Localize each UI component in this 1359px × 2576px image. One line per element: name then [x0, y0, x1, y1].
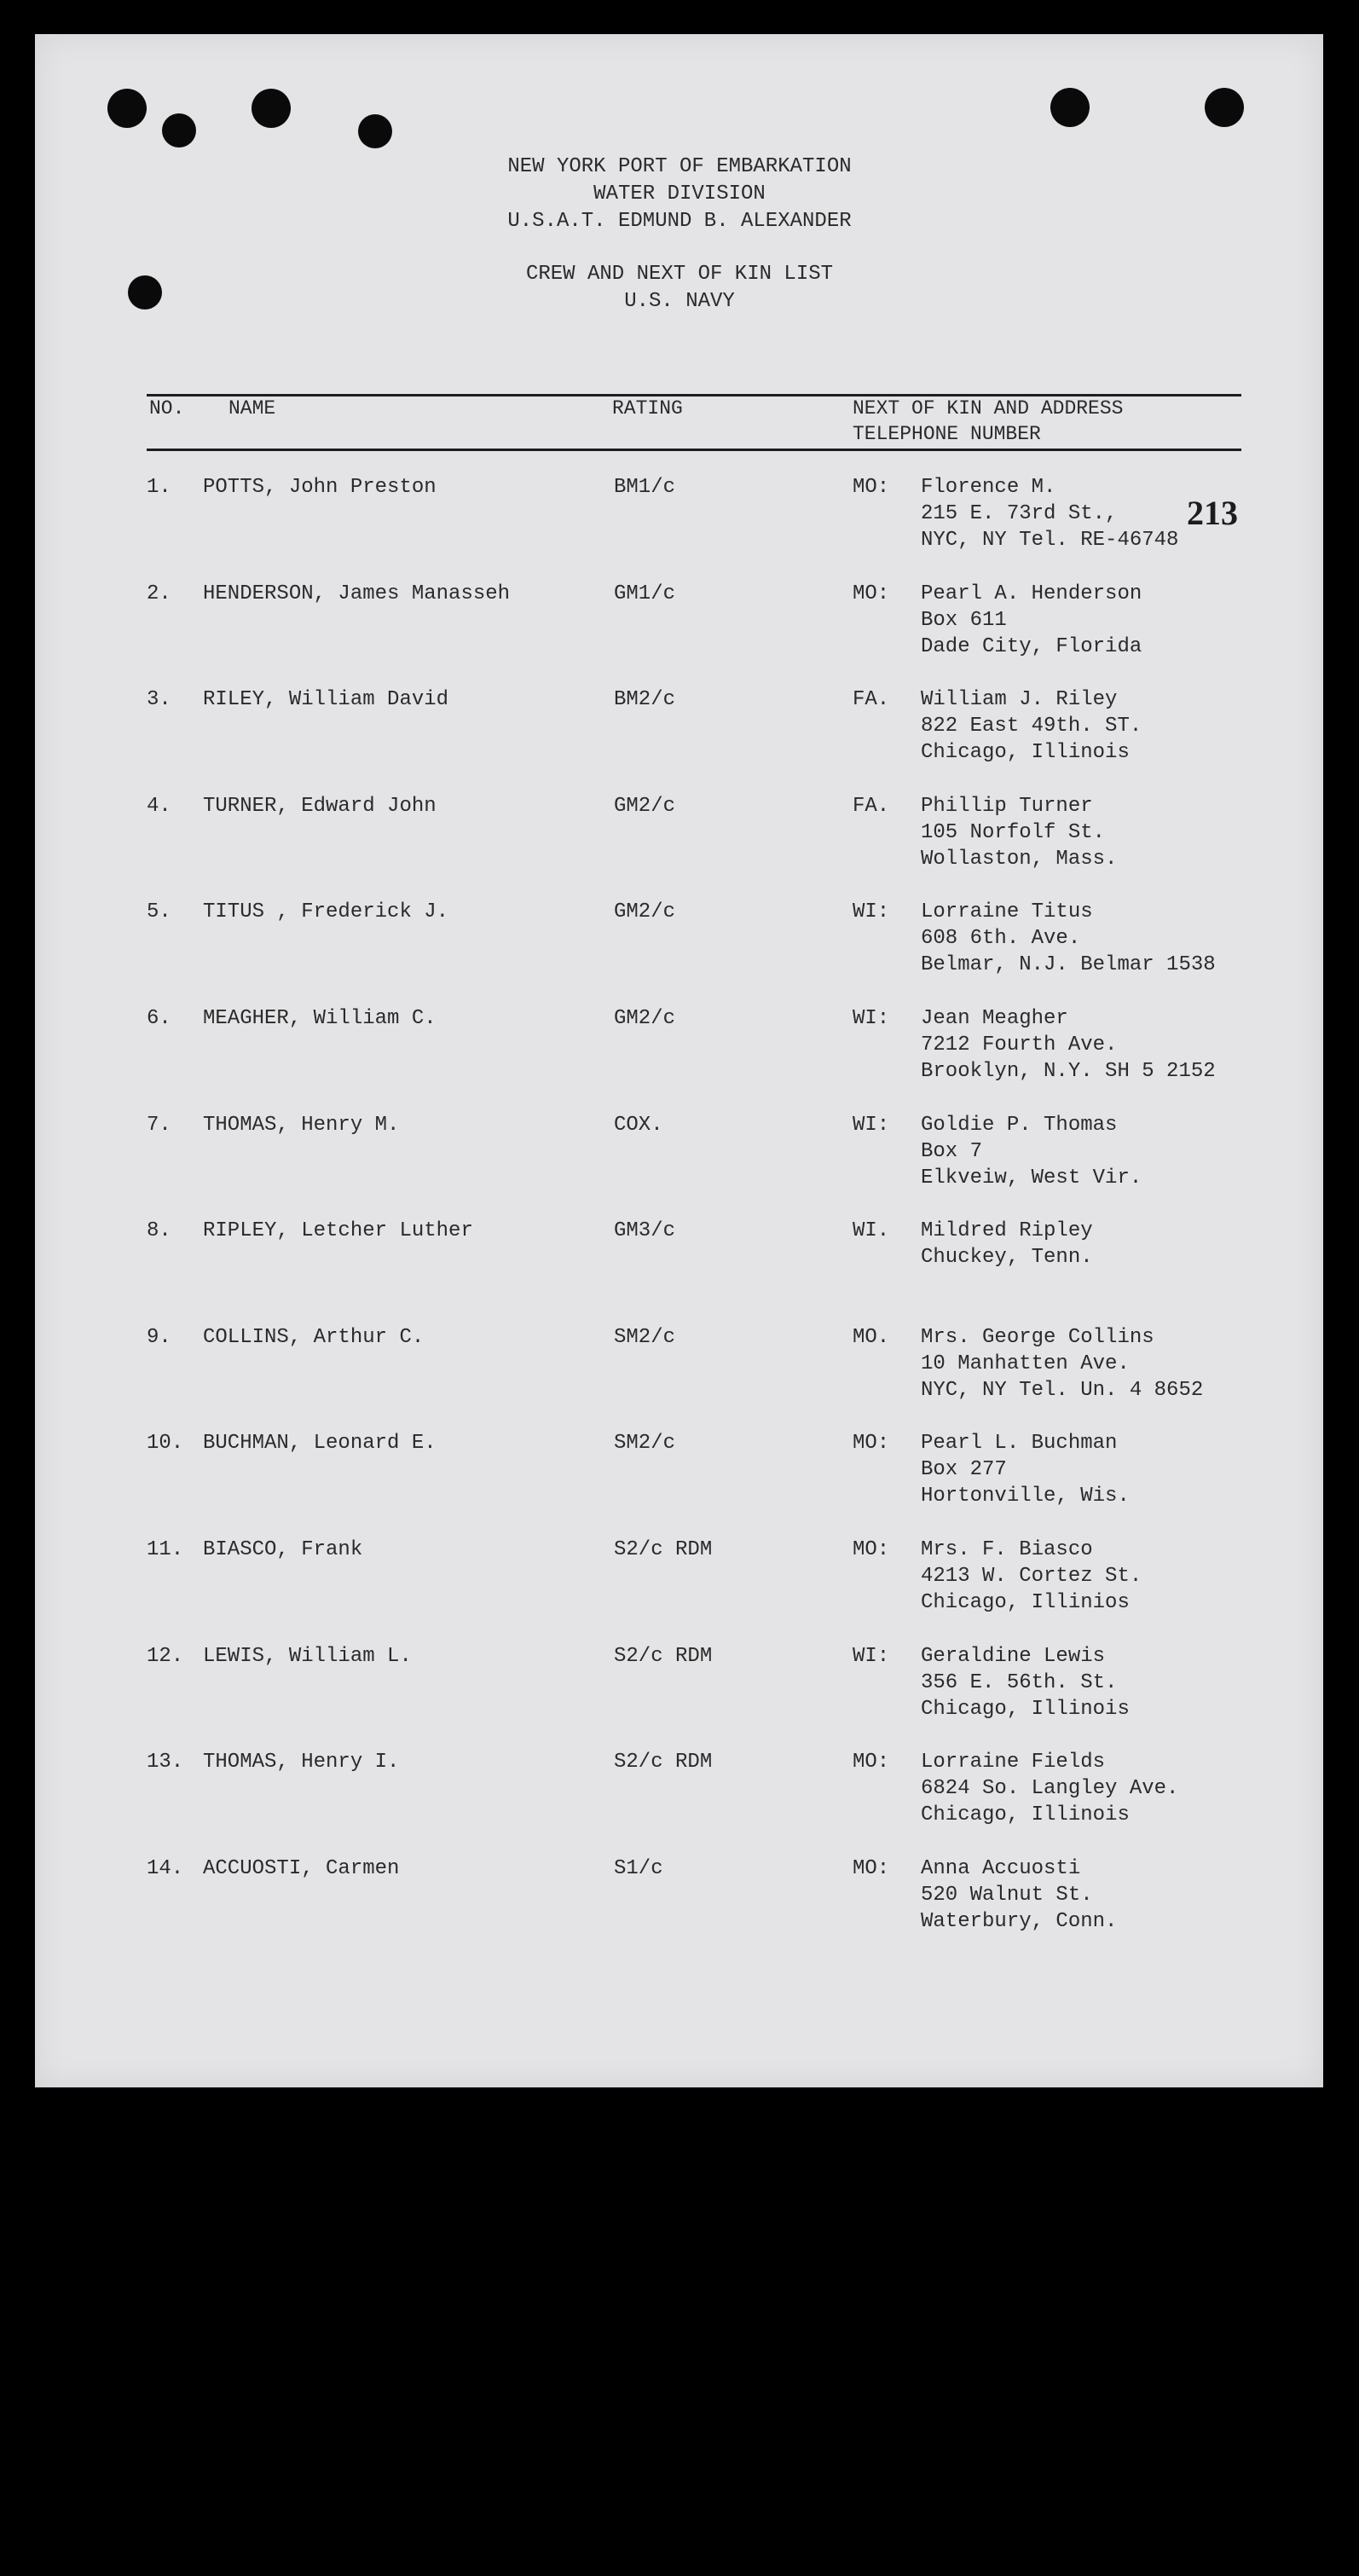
crew-rating: GM2/c	[614, 900, 676, 924]
kin-address-line: Waterbury, Conn.	[921, 1909, 1118, 1933]
list-subtitle: U.S. NAVY	[624, 290, 735, 313]
crew-row	[0, 474, 1359, 576]
kin-address-line: Box 277	[921, 1458, 1007, 1482]
header-line: WATER DIVISION	[593, 182, 766, 206]
column-header-rating: RATING	[612, 397, 683, 420]
kin-address	[921, 686, 1142, 766]
kin-relation: MO.	[853, 1325, 890, 1349]
kin-address	[921, 1324, 1203, 1404]
kin-address	[921, 1218, 1093, 1271]
crew-name: TITUS , Frederick J.	[203, 900, 449, 924]
kin-address-line: Lorraine Titus	[921, 900, 1093, 924]
kin-address-line: 822 East 49th. ST.	[921, 715, 1142, 738]
crew-name: RILEY, William David	[203, 688, 449, 712]
row-number: 14.	[147, 1856, 184, 1880]
kin-address-line: Florence M.	[921, 476, 1056, 499]
kin-address-line: Pearl L. Buchman	[921, 1432, 1118, 1456]
kin-address-line: Mildred Ripley	[921, 1219, 1093, 1243]
kin-address-line: 10 Manhatten Ave.	[921, 1352, 1130, 1375]
crew-row	[0, 793, 1359, 895]
kin-address-line: 105 Norfolf St.	[921, 820, 1106, 844]
crew-name: ACCUOSTI, Carmen	[203, 1856, 400, 1880]
punch-hole	[1205, 88, 1244, 127]
kin-address-line: NYC, NY Tel. Un. 4 8652	[921, 1378, 1204, 1402]
kin-address-line: Chuckey, Tenn.	[921, 1246, 1093, 1270]
crew-name: COLLINS, Arthur C.	[203, 1325, 425, 1349]
kin-address	[921, 1855, 1117, 1935]
kin-relation: MO:	[853, 1856, 890, 1880]
header-line: U.S.A.T. EDMUND B. ALEXANDER	[507, 210, 852, 233]
crew-name: RIPLEY, Letcher Luther	[203, 1219, 473, 1243]
kin-address-line: Wollaston, Mass.	[921, 847, 1118, 871]
kin-relation: MO:	[853, 582, 890, 605]
crew-row	[0, 1218, 1359, 1320]
kin-address-line: Box 7	[921, 1139, 983, 1163]
kin-address-line: Goldie P. Thomas	[921, 1113, 1118, 1137]
crew-name: MEAGHER, William C.	[203, 1007, 437, 1030]
punch-hole	[252, 89, 291, 128]
crew-rating: SM2/c	[614, 1325, 676, 1349]
punch-hole	[1050, 88, 1090, 127]
row-number: 3.	[147, 688, 171, 712]
kin-address-line: Anna Accuosti	[921, 1856, 1081, 1880]
row-number: 8.	[147, 1219, 171, 1243]
kin-address-line: Chicago, Illinios	[921, 1591, 1130, 1614]
crew-rating: BM1/c	[614, 476, 676, 499]
kin-relation: WI.	[853, 1219, 890, 1243]
punch-hole	[162, 113, 196, 148]
crew-rating: GM2/c	[614, 794, 676, 818]
crew-row	[0, 1749, 1359, 1851]
document-header	[0, 153, 1359, 315]
kin-address-line: Geraldine Lewis	[921, 1644, 1106, 1668]
crew-row	[0, 1005, 1359, 1108]
crew-row	[0, 899, 1359, 1001]
row-number: 9.	[147, 1325, 171, 1349]
row-number: 4.	[147, 794, 171, 818]
kin-address-line: 215 E. 73rd St.,	[921, 502, 1118, 525]
crew-row	[0, 581, 1359, 683]
kin-address-line: Chicago, Illinois	[921, 1697, 1130, 1721]
column-header-name: NAME	[228, 397, 276, 420]
kin-address	[921, 1112, 1142, 1191]
crew-rating: S1/c	[614, 1856, 663, 1880]
crew-rating: S2/c RDM	[614, 1538, 713, 1561]
kin-address	[921, 581, 1142, 660]
column-header-phone: TELEPHONE NUMBER	[853, 423, 1041, 445]
row-number: 2.	[147, 582, 171, 605]
crew-name: THOMAS, Henry I.	[203, 1751, 400, 1774]
kin-address-line: William J. Riley	[921, 688, 1118, 712]
crew-rating: GM2/c	[614, 1007, 676, 1030]
crew-row	[0, 1430, 1359, 1532]
kin-relation: FA.	[853, 688, 890, 712]
kin-address-line: 7212 Fourth Ave.	[921, 1033, 1118, 1056]
kin-address-line: Brooklyn, N.Y. SH 5 2152	[921, 1060, 1216, 1083]
kin-address-line: 6824 So. Langley Ave.	[921, 1777, 1179, 1801]
crew-name: BUCHMAN, Leonard E.	[203, 1432, 437, 1456]
crew-row	[0, 1643, 1359, 1745]
crew-rating: GM3/c	[614, 1219, 676, 1243]
kin-address	[921, 1005, 1216, 1085]
kin-address-line: Belmar, N.J. Belmar 1538	[921, 953, 1216, 977]
kin-address-line: 4213 W. Cortez St.	[921, 1565, 1142, 1588]
crew-rating: S2/c RDM	[614, 1644, 713, 1668]
row-number: 1.	[147, 476, 171, 499]
header-line: NEW YORK PORT OF EMBARKATION	[507, 155, 852, 178]
punch-hole	[358, 114, 392, 148]
kin-relation: MO:	[853, 1432, 890, 1456]
kin-address-line: 608 6th. Ave.	[921, 927, 1081, 951]
crew-row	[0, 1537, 1359, 1639]
row-number: 6.	[147, 1007, 171, 1030]
crew-name: BIASCO, Frank	[203, 1538, 363, 1561]
crew-name: LEWIS, William L.	[203, 1644, 412, 1668]
kin-address	[921, 1749, 1178, 1828]
kin-address-line: Box 611	[921, 608, 1007, 632]
row-number: 11.	[147, 1538, 184, 1561]
kin-relation: MO:	[853, 1751, 890, 1774]
list-title: CREW AND NEXT OF KIN LIST	[525, 263, 834, 286]
crew-row	[0, 1855, 1359, 1958]
page-number-stamp: 213	[1187, 494, 1238, 532]
kin-address-line: Mrs. F. Biasco	[921, 1538, 1093, 1561]
kin-address-line: Phillip Turner	[921, 794, 1093, 818]
kin-address	[921, 1643, 1130, 1722]
crew-rating: S2/c RDM	[614, 1751, 713, 1774]
row-number: 7.	[147, 1113, 171, 1137]
kin-address-line: Dade City, Florida	[921, 634, 1142, 658]
crew-name: THOMAS, Henry M.	[203, 1113, 400, 1137]
crew-name: TURNER, Edward John	[203, 794, 437, 818]
kin-address-line: 356 E. 56th. St.	[921, 1670, 1118, 1694]
crew-rating: BM2/c	[614, 688, 676, 712]
row-number: 5.	[147, 900, 171, 924]
kin-address-line: Chicago, Illinois	[921, 1803, 1130, 1827]
kin-address	[921, 474, 1178, 553]
kin-relation: WI:	[853, 1113, 890, 1137]
crew-rating: SM2/c	[614, 1432, 676, 1456]
kin-address-line: 520 Walnut St.	[921, 1883, 1093, 1907]
crew-row	[0, 1112, 1359, 1214]
kin-relation: FA.	[853, 794, 890, 818]
column-header-no: NO.	[149, 397, 185, 420]
crew-name: POTTS, John Preston	[203, 476, 437, 499]
punch-hole	[107, 89, 147, 128]
kin-address-line: Chicago, Illinois	[921, 741, 1130, 765]
kin-relation: MO:	[853, 476, 890, 499]
kin-address-line: Jean Meagher	[921, 1007, 1068, 1030]
row-number: 10.	[147, 1432, 184, 1456]
crew-row	[0, 1324, 1359, 1427]
kin-relation: WI:	[853, 1007, 890, 1030]
column-header-kin: NEXT OF KIN AND ADDRESS	[853, 397, 1124, 420]
kin-address-line: Hortonville, Wis.	[921, 1485, 1130, 1508]
row-number: 13.	[147, 1751, 184, 1774]
kin-relation: WI:	[853, 900, 890, 924]
kin-address-line: NYC, NY Tel. RE-46748	[921, 529, 1179, 552]
kin-relation: WI:	[853, 1644, 890, 1668]
kin-address	[921, 793, 1117, 872]
crew-rating: COX.	[614, 1113, 663, 1137]
kin-address	[921, 1537, 1142, 1616]
kin-address-line: Lorraine Fields	[921, 1751, 1106, 1774]
kin-address	[921, 899, 1216, 978]
crew-row	[0, 686, 1359, 789]
kin-address-line: Mrs. George Collins	[921, 1325, 1154, 1349]
kin-address-line: Pearl A. Henderson	[921, 582, 1142, 605]
crew-name: HENDERSON, James Manasseh	[203, 582, 511, 605]
kin-address-line: Elkveiw, West Vir.	[921, 1166, 1142, 1190]
kin-relation: MO:	[853, 1538, 890, 1561]
row-number: 12.	[147, 1644, 184, 1668]
crew-rating: GM1/c	[614, 582, 676, 605]
header-rule-bottom	[147, 449, 1241, 451]
kin-address	[921, 1430, 1130, 1509]
